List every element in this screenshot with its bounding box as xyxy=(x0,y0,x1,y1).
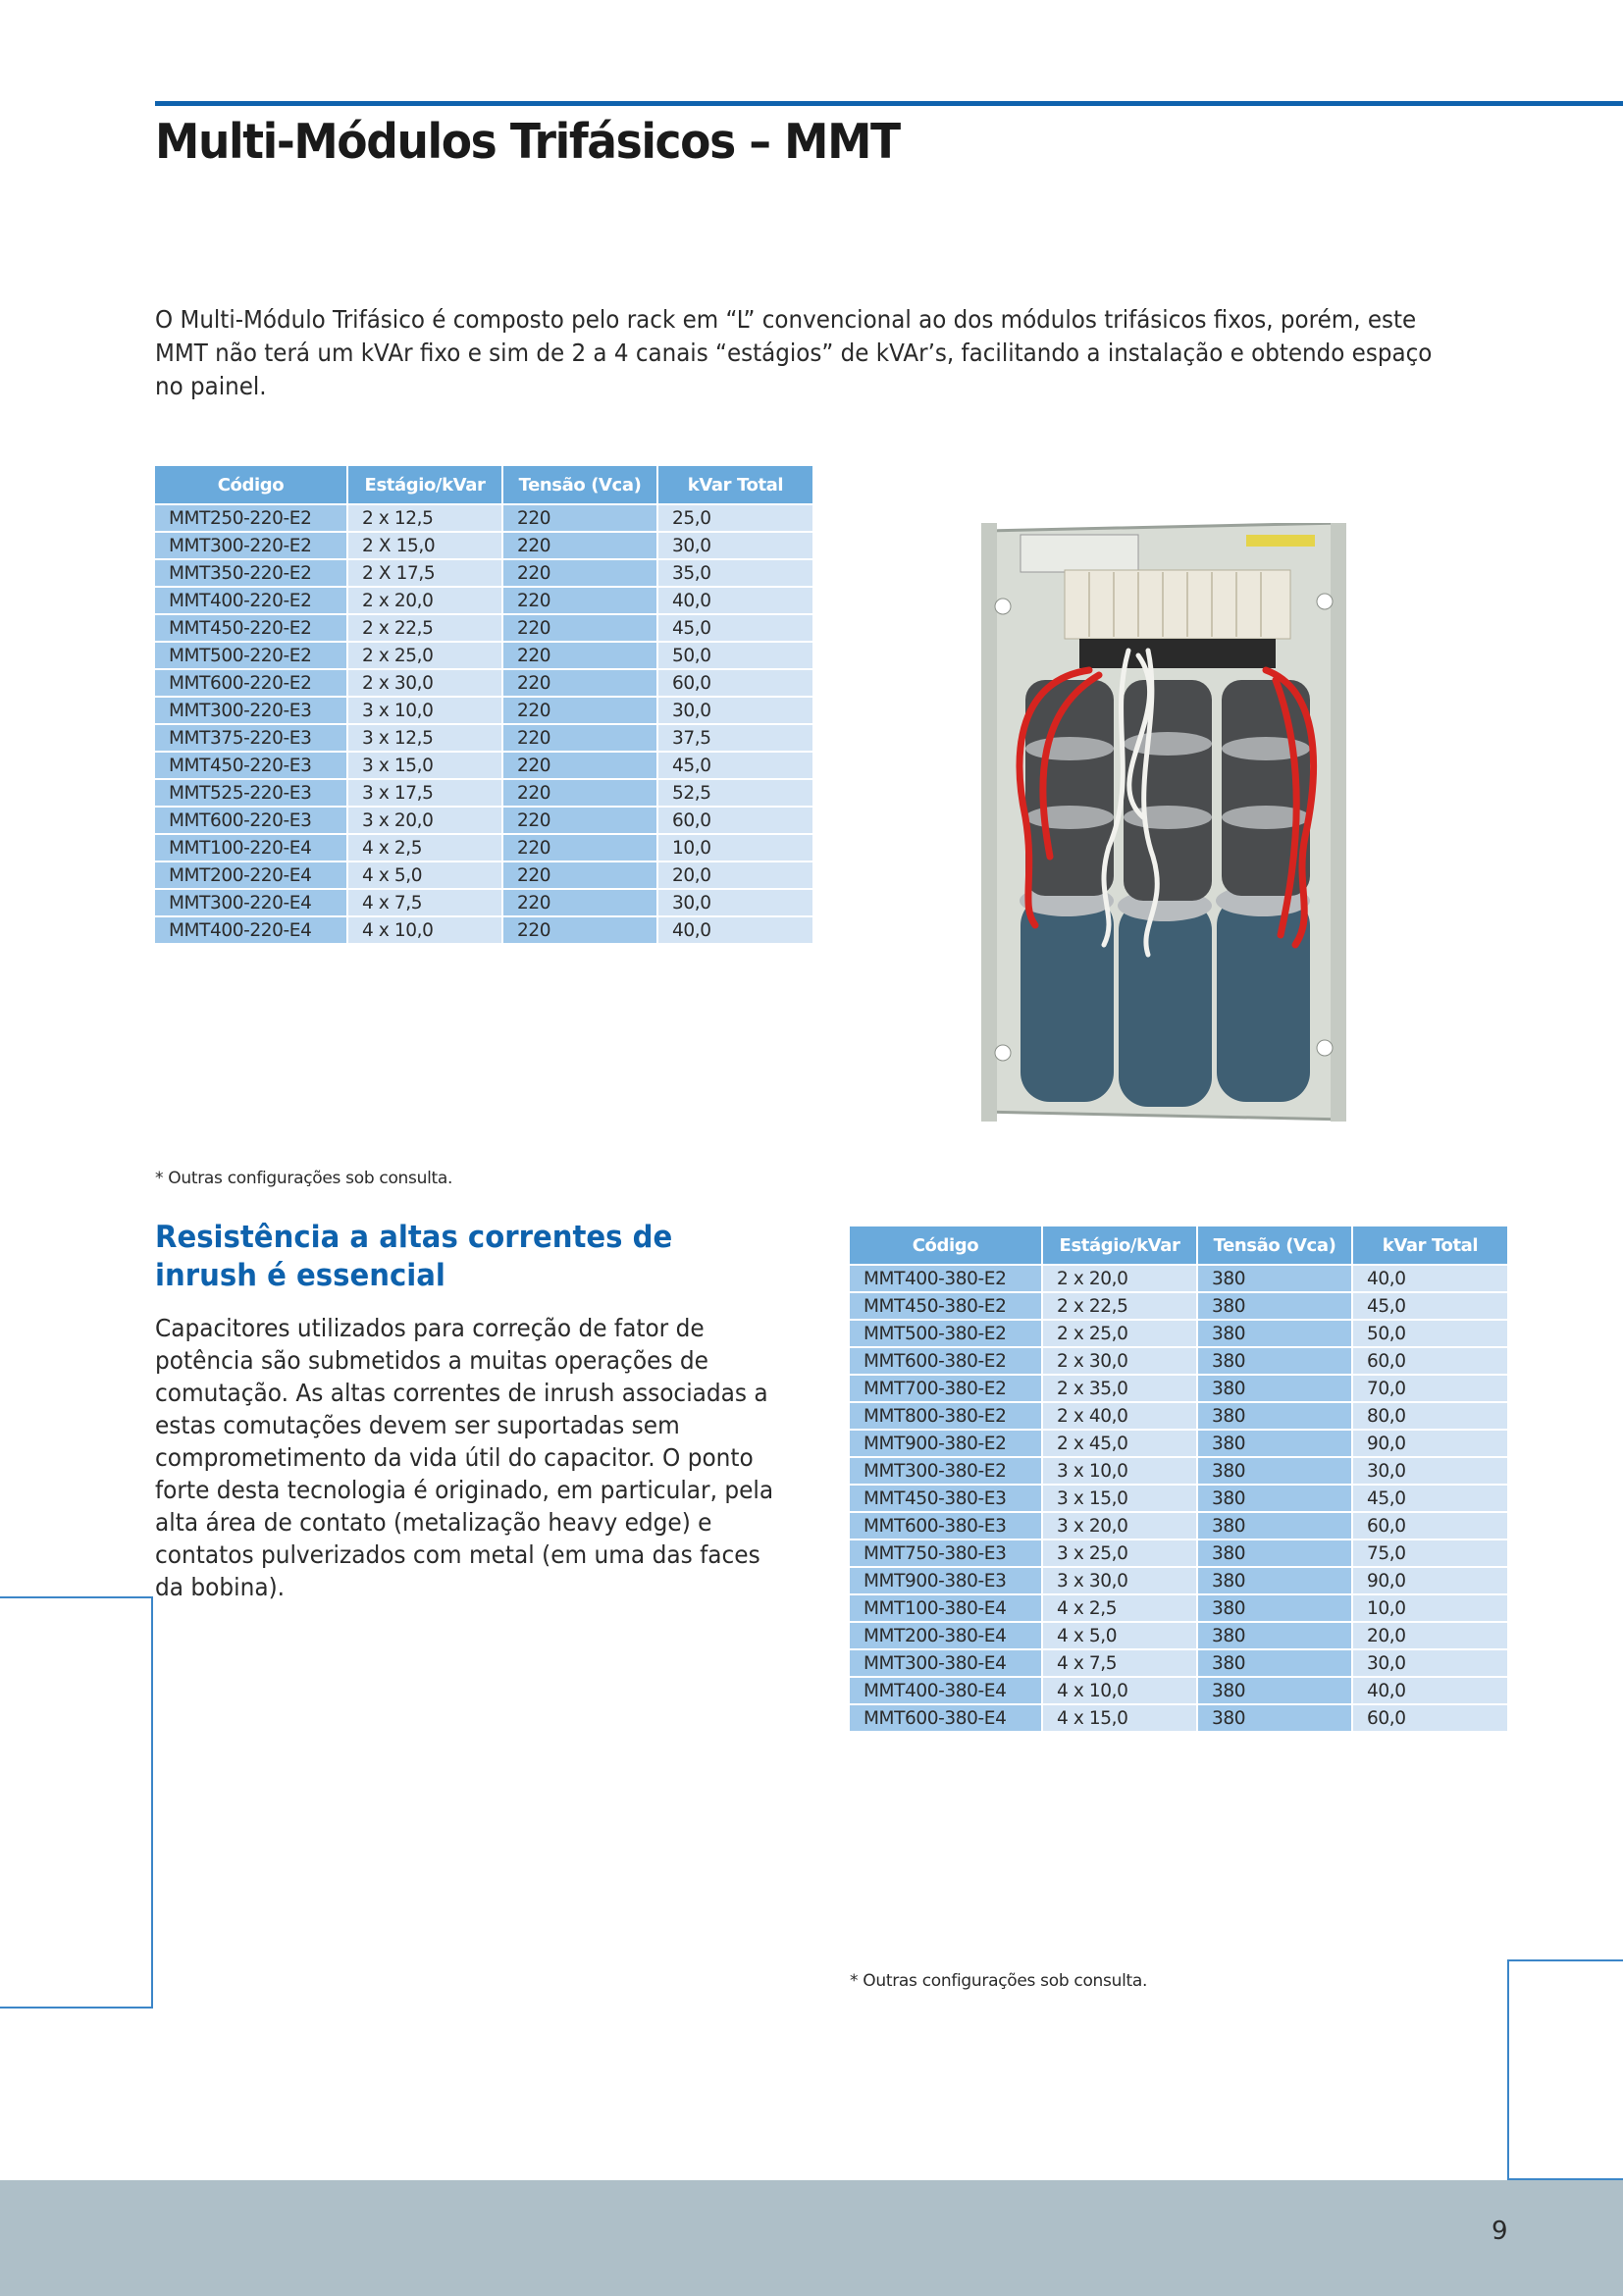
table-header-row xyxy=(850,1226,1507,1265)
cell-estagio-kvar: 2 x 25,0 xyxy=(347,642,502,669)
table-row xyxy=(850,1622,1507,1649)
mounting-hole xyxy=(995,599,1011,614)
intro-paragraph: O Multi-Módulo Trifásico é composto pelo rack em “L” convencional ao dos módulos trifásicos fixos, porém, este MMT não terá um kVAr fixo e sim de 2 a 4 canais “estágios” de kVAr’s, facilitando a instalação e obtendo espaço no painel. xyxy=(155,305,1433,400)
table-row xyxy=(155,889,812,916)
cell-kvar-total: 30,0 xyxy=(1352,1457,1507,1485)
cell-codigo: MMT600-380-E3 xyxy=(850,1512,1042,1539)
cell-tensao-vca: 380 xyxy=(1197,1347,1352,1375)
top-rule xyxy=(155,101,1623,106)
cell-kvar-total: 80,0 xyxy=(1352,1402,1507,1430)
cell-estagio-kvar: 2 x 30,0 xyxy=(347,669,502,697)
cell-codigo: MMT500-380-E2 xyxy=(850,1320,1042,1347)
cell-codigo: MMT900-380-E2 xyxy=(850,1430,1042,1457)
cell-codigo: MMT100-380-E4 xyxy=(850,1594,1042,1622)
table-row xyxy=(850,1649,1507,1677)
cell-codigo: MMT300-220-E3 xyxy=(155,697,347,724)
capacitor-module-illustration xyxy=(981,523,1346,1122)
cell-estagio-kvar: 2 x 25,0 xyxy=(1042,1320,1197,1347)
cell-codigo: MMT400-220-E2 xyxy=(155,587,347,614)
table-row xyxy=(850,1347,1507,1375)
cell-tensao-vca: 380 xyxy=(1197,1512,1352,1539)
column-header-kvar-total: kVar Total xyxy=(1352,1226,1507,1265)
cell-kvar-total: 45,0 xyxy=(1352,1485,1507,1512)
decorative-frame-right xyxy=(1507,1959,1623,2180)
cell-estagio-kvar: 4 x 7,5 xyxy=(347,889,502,916)
table-row xyxy=(850,1320,1507,1347)
column-header-estagio-kvar: Estágio/kVar xyxy=(347,466,502,504)
cell-codigo: MMT400-220-E4 xyxy=(155,916,347,944)
cell-codigo: MMT600-220-E3 xyxy=(155,807,347,834)
cell-codigo: MMT400-380-E4 xyxy=(850,1677,1042,1704)
cell-estagio-kvar: 2 x 40,0 xyxy=(1042,1402,1197,1430)
column-header-tensao-vca: Tensão (Vca) xyxy=(502,466,657,504)
cell-codigo: MMT450-380-E3 xyxy=(850,1485,1042,1512)
table-header-row xyxy=(155,466,812,504)
cell-tensao-vca: 380 xyxy=(1197,1567,1352,1594)
cell-kvar-total: 60,0 xyxy=(657,807,812,834)
table-row xyxy=(850,1457,1507,1485)
cell-estagio-kvar: 3 x 10,0 xyxy=(347,697,502,724)
table-row xyxy=(850,1567,1507,1594)
table-row xyxy=(850,1292,1507,1320)
cell-codigo: MMT600-220-E2 xyxy=(155,669,347,697)
cell-codigo: MMT350-220-E2 xyxy=(155,559,347,587)
cell-estagio-kvar: 4 x 5,0 xyxy=(1042,1622,1197,1649)
cell-codigo: MMT300-380-E4 xyxy=(850,1649,1042,1677)
cell-codigo: MMT400-380-E2 xyxy=(850,1265,1042,1292)
cell-estagio-kvar: 2 x 12,5 xyxy=(347,504,502,532)
cell-estagio-kvar: 2 x 22,5 xyxy=(347,614,502,642)
cell-kvar-total: 90,0 xyxy=(1352,1567,1507,1594)
cell-codigo: MMT300-220-E2 xyxy=(155,532,347,559)
cell-estagio-kvar: 3 x 10,0 xyxy=(1042,1457,1197,1485)
section-body: Capacitores utilizados para correção de fator de potência são submetidos a muitas operações de comutação. As altas correntes de inrush associadas a estas comutações devem ser suportadas sem comprometimento da vida útil do capacitor. O ponto forte desta tecnologia é originado, em particular, pela alta área de contato (metalização heavy edge) e contatos pulverizados com metal (em uma das faces da bobina). xyxy=(155,1314,774,1601)
cell-codigo: MMT600-380-E4 xyxy=(850,1704,1042,1732)
cell-kvar-total: 10,0 xyxy=(1352,1594,1507,1622)
cell-tensao-vca: 380 xyxy=(1197,1402,1352,1430)
cell-estagio-kvar: 3 x 30,0 xyxy=(1042,1567,1197,1594)
cell-codigo: MMT300-380-E2 xyxy=(850,1457,1042,1485)
cell-tensao-vca: 220 xyxy=(502,779,657,807)
cell-estagio-kvar: 3 x 25,0 xyxy=(1042,1539,1197,1567)
cell-estagio-kvar: 4 x 10,0 xyxy=(347,916,502,944)
column-header-estagio-kvar: Estágio/kVar xyxy=(1042,1226,1197,1265)
table-row xyxy=(850,1539,1507,1567)
decorative-frame-left xyxy=(0,1596,153,2009)
table-380-footnote: * Outras configurações sob consulta. xyxy=(850,1971,1148,1991)
cell-kvar-total: 30,0 xyxy=(657,697,812,724)
table-row xyxy=(155,916,812,944)
cell-kvar-total: 60,0 xyxy=(1352,1347,1507,1375)
cell-kvar-total: 75,0 xyxy=(1352,1539,1507,1567)
cell-tensao-vca: 380 xyxy=(1197,1485,1352,1512)
cell-codigo: MMT600-380-E2 xyxy=(850,1347,1042,1375)
spec-table-380v xyxy=(850,1226,1507,1733)
table-row xyxy=(850,1594,1507,1622)
table-row xyxy=(850,1430,1507,1457)
cell-estagio-kvar: 3 x 17,5 xyxy=(347,779,502,807)
cell-codigo: MMT450-220-E2 xyxy=(155,614,347,642)
column-header-codigo: Código xyxy=(850,1226,1042,1265)
plate-flange-right xyxy=(1331,523,1346,1122)
cell-kvar-total: 50,0 xyxy=(657,642,812,669)
spec-table-220v xyxy=(155,466,812,945)
table-row xyxy=(155,834,812,861)
cell-tensao-vca: 380 xyxy=(1197,1457,1352,1485)
cell-estagio-kvar: 2 X 15,0 xyxy=(347,532,502,559)
table-row xyxy=(850,1375,1507,1402)
cell-tensao-vca: 220 xyxy=(502,697,657,724)
cell-tensao-vca: 380 xyxy=(1197,1677,1352,1704)
cell-codigo: MMT200-220-E4 xyxy=(155,861,347,889)
cell-kvar-total: 90,0 xyxy=(1352,1430,1507,1457)
terminal-block xyxy=(1065,570,1290,639)
cell-kvar-total: 45,0 xyxy=(657,752,812,779)
cell-tensao-vca: 380 xyxy=(1197,1320,1352,1347)
table-row xyxy=(850,1265,1507,1292)
capacitor-cans xyxy=(1020,680,1310,1107)
cell-tensao-vca: 220 xyxy=(502,587,657,614)
cell-tensao-vca: 220 xyxy=(502,724,657,752)
cell-tensao-vca: 220 xyxy=(502,532,657,559)
cell-kvar-total: 52,5 xyxy=(657,779,812,807)
cell-codigo: MMT700-380-E2 xyxy=(850,1375,1042,1402)
cell-estagio-kvar: 4 x 7,5 xyxy=(1042,1649,1197,1677)
cell-estagio-kvar: 2 x 22,5 xyxy=(1042,1292,1197,1320)
cell-tensao-vca: 380 xyxy=(1197,1539,1352,1567)
cell-tensao-vca: 220 xyxy=(502,889,657,916)
cell-kvar-total: 40,0 xyxy=(1352,1677,1507,1704)
cell-kvar-total: 60,0 xyxy=(1352,1704,1507,1732)
cell-codigo: MMT750-380-E3 xyxy=(850,1539,1042,1567)
mounting-hole xyxy=(1317,594,1333,609)
table-row xyxy=(155,614,812,642)
mounting-hole xyxy=(995,1045,1011,1061)
warning-label xyxy=(1246,535,1315,547)
mounting-hole xyxy=(1317,1040,1333,1056)
cell-kvar-total: 37,5 xyxy=(657,724,812,752)
column-header-tensao-vca: Tensão (Vca) xyxy=(1197,1226,1352,1265)
cell-kvar-total: 10,0 xyxy=(657,834,812,861)
plate-flange-left xyxy=(981,523,997,1122)
cell-estagio-kvar: 3 x 12,5 xyxy=(347,724,502,752)
cell-tensao-vca: 220 xyxy=(502,752,657,779)
cell-kvar-total: 35,0 xyxy=(657,559,812,587)
table-row xyxy=(850,1677,1507,1704)
table-row xyxy=(155,559,812,587)
page-title: Multi-Módulos Trifásicos – MMT xyxy=(155,114,900,170)
cell-tensao-vca: 220 xyxy=(502,807,657,834)
table-row xyxy=(850,1512,1507,1539)
cell-tensao-vca: 380 xyxy=(1197,1704,1352,1732)
cell-tensao-vca: 220 xyxy=(502,916,657,944)
table-row xyxy=(155,642,812,669)
cell-codigo: MMT900-380-E3 xyxy=(850,1567,1042,1594)
cell-kvar-total: 20,0 xyxy=(657,861,812,889)
cell-kvar-total: 45,0 xyxy=(657,614,812,642)
cell-tensao-vca: 380 xyxy=(1197,1649,1352,1677)
cell-codigo: MMT450-380-E2 xyxy=(850,1292,1042,1320)
cell-tensao-vca: 220 xyxy=(502,834,657,861)
table-row xyxy=(155,724,812,752)
table-row xyxy=(850,1485,1507,1512)
table-row xyxy=(850,1402,1507,1430)
table-row xyxy=(155,861,812,889)
table-row xyxy=(155,697,812,724)
cell-estagio-kvar: 4 x 2,5 xyxy=(347,834,502,861)
cell-estagio-kvar: 2 x 30,0 xyxy=(1042,1347,1197,1375)
cell-tensao-vca: 380 xyxy=(1197,1594,1352,1622)
page-number: 9 xyxy=(1492,2217,1508,2246)
cell-kvar-total: 40,0 xyxy=(657,916,812,944)
cell-kvar-total: 50,0 xyxy=(1352,1320,1507,1347)
cell-estagio-kvar: 4 x 2,5 xyxy=(1042,1594,1197,1622)
cell-tensao-vca: 380 xyxy=(1197,1292,1352,1320)
table-row xyxy=(155,669,812,697)
cell-estagio-kvar: 2 x 20,0 xyxy=(1042,1265,1197,1292)
cell-estagio-kvar: 3 x 20,0 xyxy=(347,807,502,834)
cell-kvar-total: 30,0 xyxy=(657,889,812,916)
cell-codigo: MMT100-220-E4 xyxy=(155,834,347,861)
cell-tensao-vca: 380 xyxy=(1197,1622,1352,1649)
cell-kvar-total: 20,0 xyxy=(1352,1622,1507,1649)
cell-kvar-total: 40,0 xyxy=(1352,1265,1507,1292)
cell-tensao-vca: 380 xyxy=(1197,1375,1352,1402)
cell-codigo: MMT200-380-E4 xyxy=(850,1622,1042,1649)
table-row xyxy=(155,807,812,834)
cell-tensao-vca: 220 xyxy=(502,669,657,697)
cell-kvar-total: 45,0 xyxy=(1352,1292,1507,1320)
table-220-footnote: * Outras configurações sob consulta. xyxy=(155,1169,453,1188)
product-photo xyxy=(981,523,1346,1122)
cell-kvar-total: 60,0 xyxy=(657,669,812,697)
section-heading: Resistência a altas correntes de inrush é essencial xyxy=(155,1220,673,1293)
label-plate xyxy=(1021,535,1138,572)
cell-codigo: MMT800-380-E2 xyxy=(850,1402,1042,1430)
cell-estagio-kvar: 2 x 45,0 xyxy=(1042,1430,1197,1457)
table-row xyxy=(850,1704,1507,1732)
cell-kvar-total: 60,0 xyxy=(1352,1512,1507,1539)
cell-tensao-vca: 220 xyxy=(502,559,657,587)
cell-tensao-vca: 220 xyxy=(502,861,657,889)
footer-band xyxy=(0,2180,1623,2296)
cell-estagio-kvar: 4 x 15,0 xyxy=(1042,1704,1197,1732)
column-header-codigo: Código xyxy=(155,466,347,504)
cell-estagio-kvar: 3 x 15,0 xyxy=(1042,1485,1197,1512)
cell-estagio-kvar: 2 x 35,0 xyxy=(1042,1375,1197,1402)
cell-codigo: MMT500-220-E2 xyxy=(155,642,347,669)
cell-kvar-total: 30,0 xyxy=(1352,1649,1507,1677)
cell-tensao-vca: 220 xyxy=(502,642,657,669)
cell-codigo: MMT450-220-E3 xyxy=(155,752,347,779)
cell-tensao-vca: 220 xyxy=(502,614,657,642)
cell-estagio-kvar: 3 x 15,0 xyxy=(347,752,502,779)
cell-kvar-total: 30,0 xyxy=(657,532,812,559)
cell-tensao-vca: 220 xyxy=(502,504,657,532)
cell-kvar-total: 40,0 xyxy=(657,587,812,614)
table-row xyxy=(155,779,812,807)
cell-codigo: MMT300-220-E4 xyxy=(155,889,347,916)
table-row xyxy=(155,504,812,532)
cell-codigo: MMT525-220-E3 xyxy=(155,779,347,807)
cell-codigo: MMT375-220-E3 xyxy=(155,724,347,752)
table-row xyxy=(155,587,812,614)
table-row xyxy=(155,752,812,779)
column-header-kvar-total: kVar Total xyxy=(657,466,812,504)
cell-codigo: MMT250-220-E2 xyxy=(155,504,347,532)
cable-bundle xyxy=(1079,639,1276,668)
cell-estagio-kvar: 4 x 10,0 xyxy=(1042,1677,1197,1704)
cell-estagio-kvar: 2 X 17,5 xyxy=(347,559,502,587)
cell-tensao-vca: 380 xyxy=(1197,1430,1352,1457)
table-row xyxy=(155,532,812,559)
cell-estagio-kvar: 3 x 20,0 xyxy=(1042,1512,1197,1539)
cell-tensao-vca: 380 xyxy=(1197,1265,1352,1292)
cell-estagio-kvar: 2 x 20,0 xyxy=(347,587,502,614)
cell-kvar-total: 25,0 xyxy=(657,504,812,532)
cell-kvar-total: 70,0 xyxy=(1352,1375,1507,1402)
cell-estagio-kvar: 4 x 5,0 xyxy=(347,861,502,889)
